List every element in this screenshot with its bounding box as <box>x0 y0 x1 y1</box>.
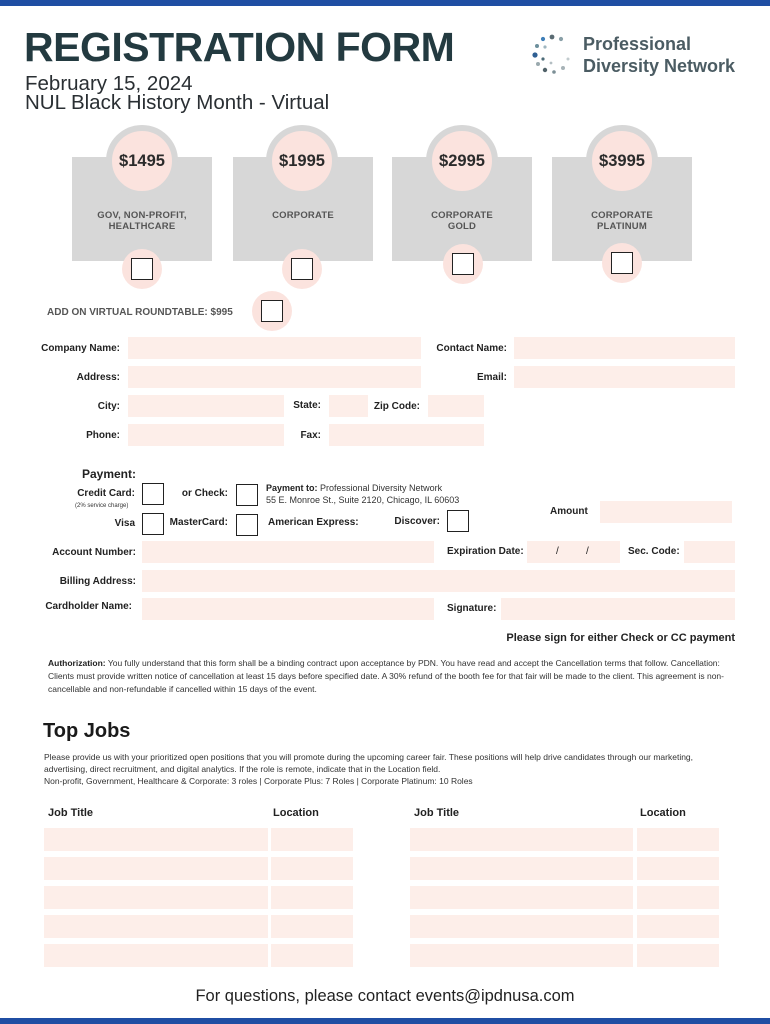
page-title: REGISTRATION FORM <box>24 24 455 70</box>
job-title-cell[interactable] <box>44 828 268 851</box>
email-label: Email: <box>476 372 507 383</box>
plan-name: GOV, NON-PROFIT, HEALTHCARE <box>97 210 187 232</box>
mastercard-label: MasterCard: <box>169 517 228 528</box>
fax-field[interactable] <box>329 424 484 446</box>
amex-label: American Express: <box>268 517 359 528</box>
state-label: State: <box>293 400 321 411</box>
signature-field[interactable] <box>501 598 735 620</box>
location-cell[interactable] <box>271 857 353 880</box>
job-title-header-left: Job Title <box>48 807 94 819</box>
plan-corporate-checkbox[interactable] <box>291 258 313 280</box>
expiration-slash-1: / <box>556 546 559 557</box>
zip-label: Zip Code: <box>373 401 420 412</box>
amount-field[interactable] <box>600 501 732 523</box>
location-cell[interactable] <box>637 828 719 851</box>
discover-label: Discover: <box>394 516 440 527</box>
top-jobs-heading: Top Jobs <box>43 720 131 742</box>
plan-name: CORPORATE <box>272 210 334 221</box>
billing-address-field[interactable] <box>142 570 735 592</box>
job-title-cell[interactable] <box>44 886 268 909</box>
cardholder-label: Cardholder Name: <box>45 601 132 612</box>
addon-checkbox[interactable] <box>261 300 283 322</box>
check-label: or Check: <box>181 488 228 499</box>
location-cell[interactable] <box>271 886 353 909</box>
plan-price-badge: $2995 <box>426 125 498 197</box>
expiration-label: Expiration Date: <box>447 546 524 557</box>
city-label: City: <box>97 401 120 412</box>
event-date: February 15, 2024 <box>25 72 193 95</box>
amount-label: Amount <box>550 506 588 517</box>
plan-price-badge: $1995 <box>266 125 338 197</box>
sign-note: Please sign for either Check or CC payment <box>506 632 735 644</box>
service-charge-note: (2% service charge) <box>75 503 129 509</box>
location-cell[interactable] <box>271 944 353 967</box>
email-field[interactable] <box>514 366 735 388</box>
visa-label: Visa <box>114 518 135 529</box>
contact-name-field[interactable] <box>514 337 735 359</box>
plan-name: CORPORATE PLATINUM <box>591 210 653 232</box>
zip-field[interactable] <box>428 395 484 417</box>
credit-card-label: Credit Card: <box>77 488 135 499</box>
billing-address-label: Billing Address: <box>59 576 136 587</box>
addon-label: ADD ON VIRTUAL ROUNDTABLE: $995 <box>47 307 233 318</box>
job-title-cell[interactable] <box>410 828 633 851</box>
footer-contact: For questions, please contact events@ipdnusa.com <box>195 987 575 1005</box>
logo-icon <box>530 33 574 77</box>
job-title-cell[interactable] <box>44 915 268 938</box>
address-field[interactable] <box>128 366 421 388</box>
location-cell[interactable] <box>271 915 353 938</box>
discover-checkbox[interactable] <box>447 510 469 532</box>
plan-gov-checkbox[interactable] <box>131 258 153 280</box>
event-name: NUL Black History Month - Virtual <box>25 91 330 114</box>
top-bar <box>0 0 770 6</box>
location-cell[interactable] <box>271 828 353 851</box>
sec-code-label: Sec. Code: <box>628 546 680 557</box>
location-header-right: Location <box>640 807 686 819</box>
plan-gold-checkbox[interactable] <box>452 253 474 275</box>
location-cell[interactable] <box>637 944 719 967</box>
company-label: Company Name: <box>41 343 120 354</box>
plan-price-badge: $3995 <box>586 125 658 197</box>
bottom-bar <box>0 1018 770 1024</box>
phone-label: Phone: <box>86 430 120 441</box>
job-title-cell[interactable] <box>410 944 633 967</box>
contact-name-label: Contact Name: <box>436 343 507 354</box>
cardholder-field[interactable] <box>142 598 434 620</box>
job-title-cell[interactable] <box>44 944 268 967</box>
top-jobs-intro: Please provide us with your prioritized open positions that you will promote during the upcoming career fair. These positions will help drive candidates through our marketing, advertising, direct recruitment, and digital analytics. If the role is remote, indicate that in the Location field. Non-profit, Government, Healthcare & Corporate: 3 roles | Corporate Plus: 7 Roles | Corporate Platinum: 10 Roles <box>44 752 694 786</box>
fax-label: Fax: <box>300 430 321 441</box>
payment-heading: Payment: <box>81 467 136 481</box>
location-cell[interactable] <box>637 857 719 880</box>
sec-code-field[interactable] <box>684 541 735 563</box>
location-header-left: Location <box>273 807 319 819</box>
job-title-cell[interactable] <box>410 886 633 909</box>
check-checkbox[interactable] <box>236 484 258 506</box>
expiration-field[interactable] <box>527 541 620 563</box>
job-title-cell[interactable] <box>410 857 633 880</box>
logo-wordmark: Professional Diversity Network <box>583 34 736 76</box>
location-cell[interactable] <box>637 915 719 938</box>
pay-to-info: Payment to: Professional Diversity Network 55 E. Monroe St., Suite 2120, Chicago, IL 60603 <box>266 483 460 505</box>
account-number-field[interactable] <box>142 541 434 563</box>
plan-price-badge: $1495 <box>106 125 178 197</box>
authorization-text: Authorization: You fully understand that this form shall be a binding contract upon acceptance by PDN. You have read and accept the Cancellation terms that follow. Cancellation: Clients must provide written notice of cancellation at least 15 days before specified date. A 30% refund of the booth fee for that fair will be made to the client. This agreement is non-cancellable and non-refundable if cancelled within 15 days of the event. <box>48 658 724 694</box>
location-cell[interactable] <box>637 886 719 909</box>
mastercard-checkbox[interactable] <box>236 514 258 536</box>
plan-platinum-checkbox[interactable] <box>611 252 633 274</box>
company-field[interactable] <box>128 337 421 359</box>
job-title-cell[interactable] <box>410 915 633 938</box>
address-label: Address: <box>76 372 120 383</box>
expiration-slash-2: / <box>586 546 589 557</box>
signature-label: Signature: <box>447 603 497 614</box>
job-title-cell[interactable] <box>44 857 268 880</box>
plan-name: CORPORATE GOLD <box>431 210 493 232</box>
job-title-header-right: Job Title <box>414 807 460 819</box>
account-number-label: Account Number: <box>52 547 136 558</box>
